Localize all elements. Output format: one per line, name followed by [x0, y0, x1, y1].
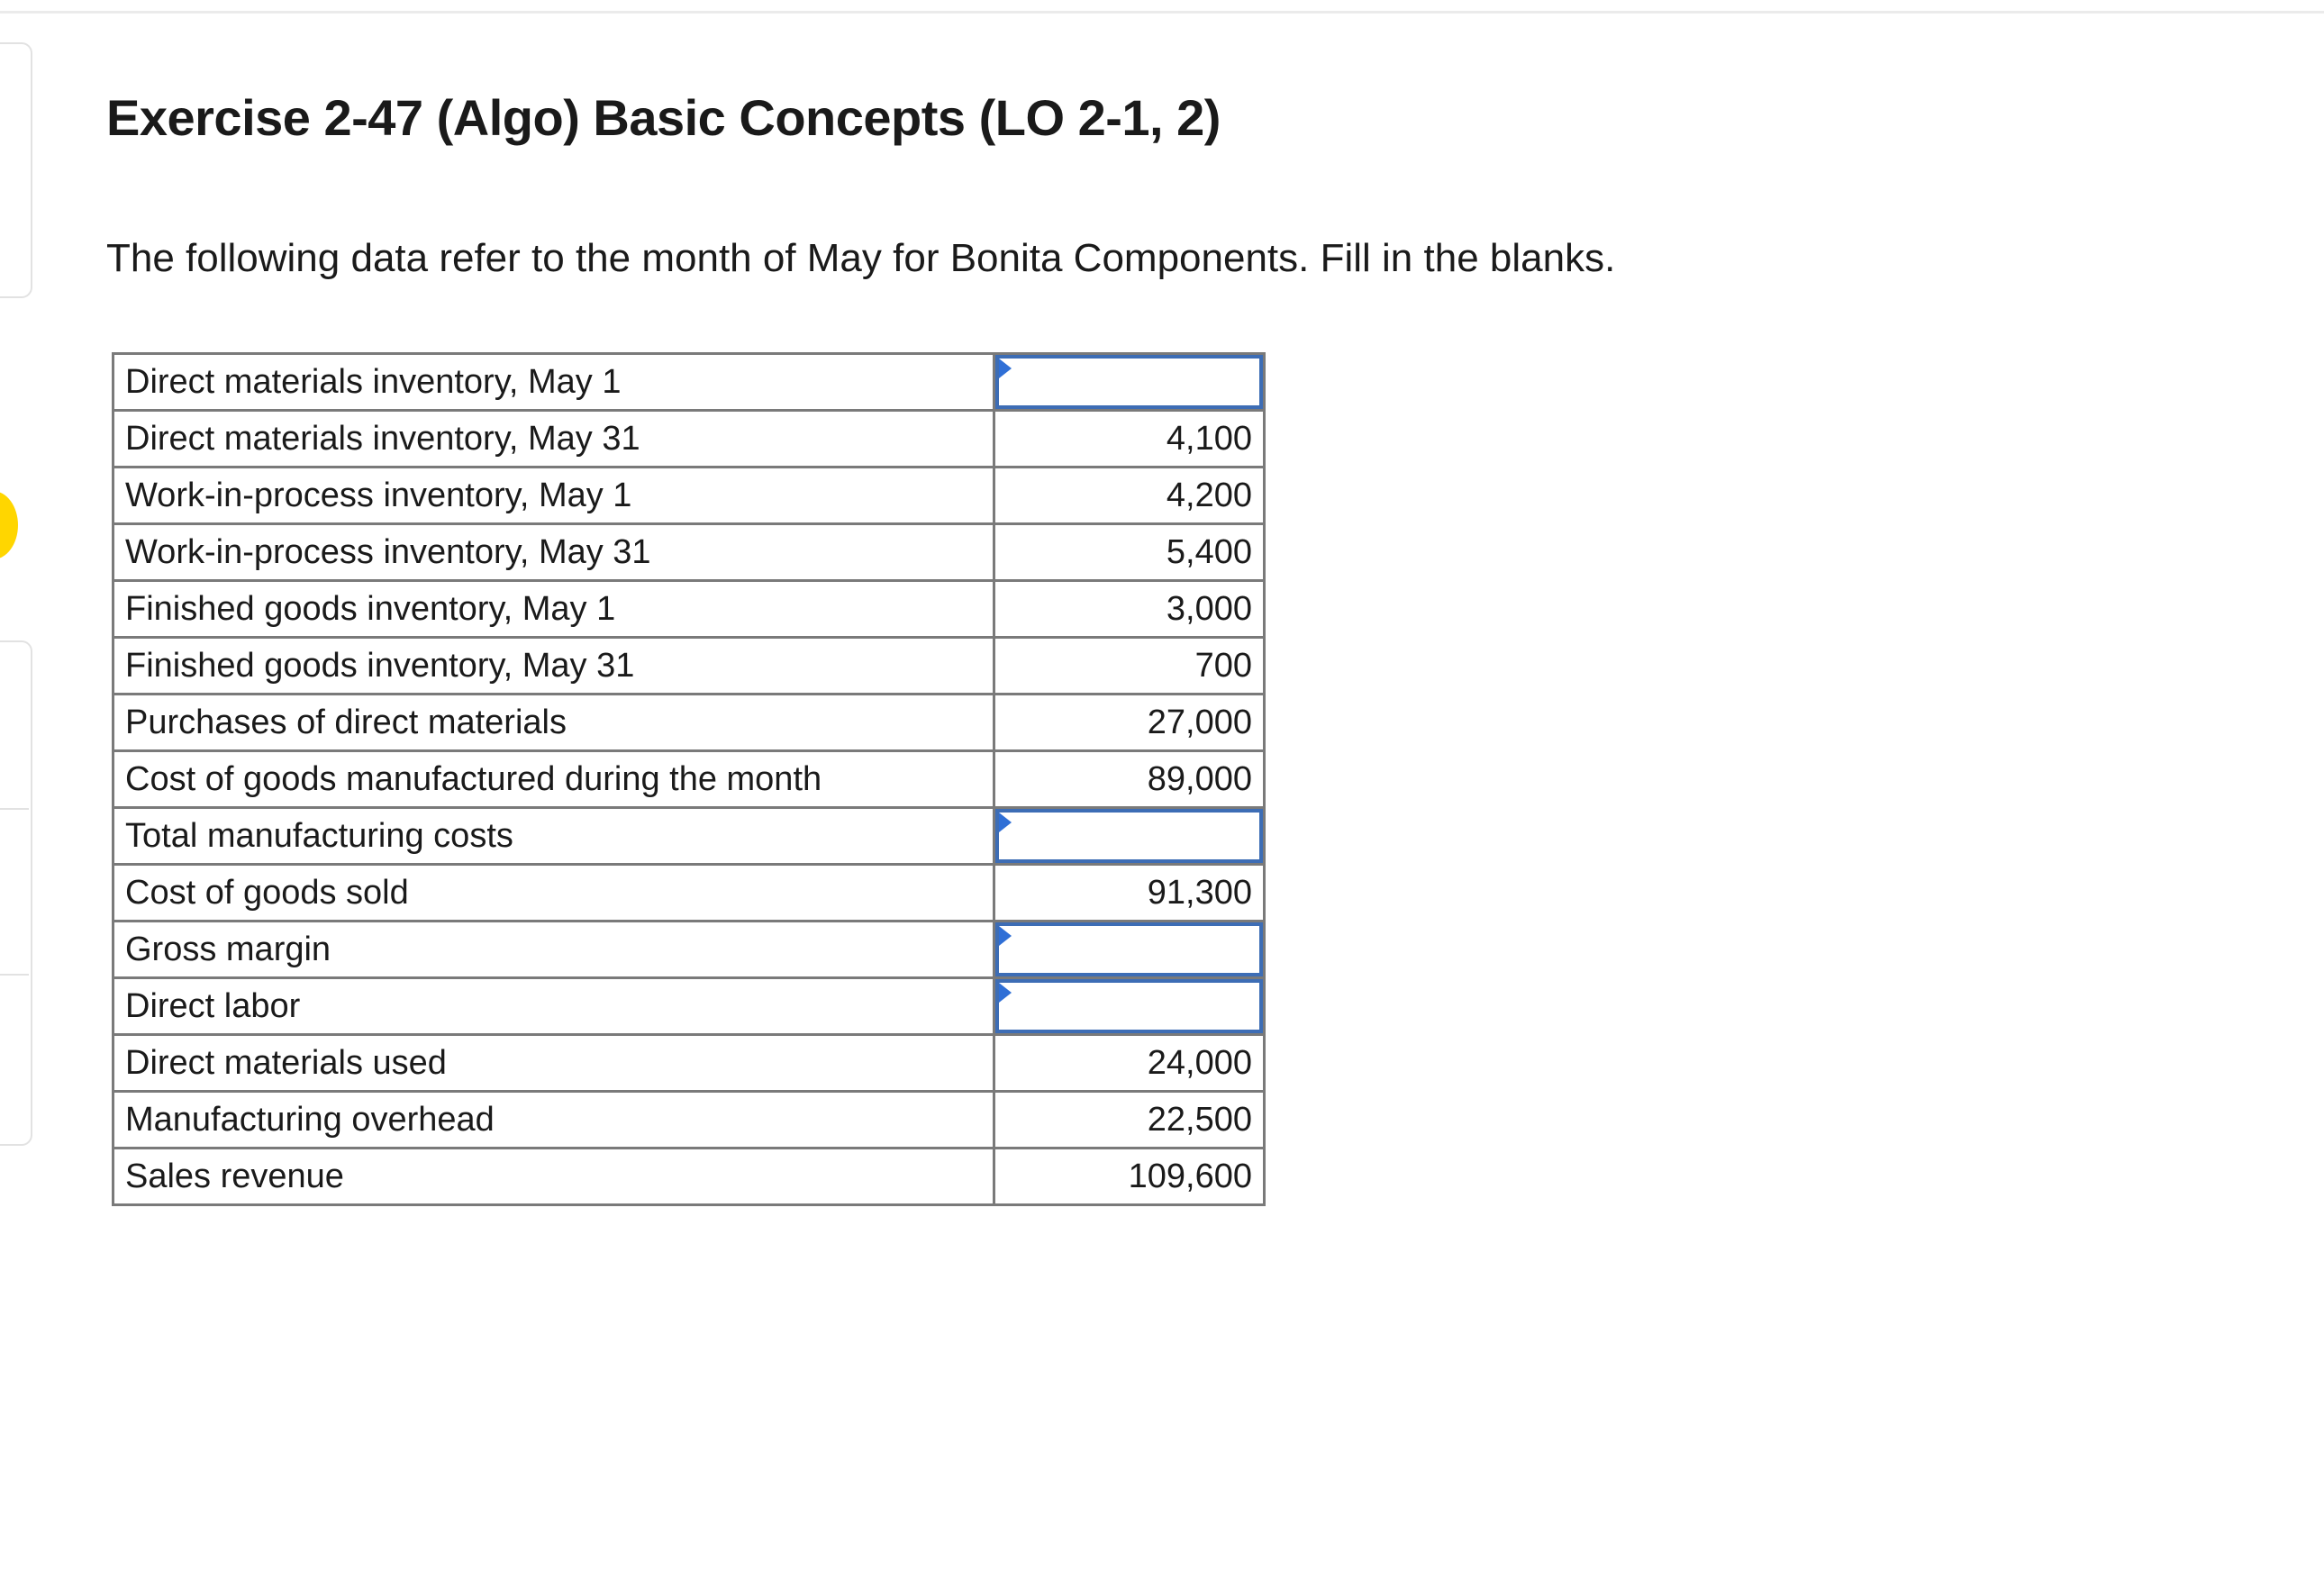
answer-input[interactable] [999, 926, 1259, 973]
answer-input[interactable] [999, 983, 1259, 1030]
table-row [113, 581, 1265, 638]
table-row [113, 468, 1265, 524]
table-row [113, 1149, 1265, 1205]
answer-box [995, 922, 1263, 976]
table-row [113, 978, 1265, 1035]
answer-cell [994, 808, 1265, 865]
row-label: Finished goods inventory, May 31 [113, 638, 994, 695]
row-value: 91,300 [994, 865, 1265, 922]
answer-box [995, 979, 1263, 1033]
row-value: 89,000 [994, 751, 1265, 808]
row-label: Direct materials inventory, May 31 [113, 411, 994, 468]
row-label: Purchases of direct materials [113, 695, 994, 751]
row-value: 22,500 [994, 1092, 1265, 1149]
answer-cell [994, 922, 1265, 978]
side-panel-card[interactable] [0, 640, 32, 1146]
side-panel-card[interactable] [0, 42, 32, 298]
side-panel-divider [0, 974, 29, 976]
answer-input[interactable] [999, 813, 1259, 859]
table-row [113, 524, 1265, 581]
row-label: Work-in-process inventory, May 31 [113, 524, 994, 581]
row-label: Direct labor [113, 978, 994, 1035]
exercise-instructions: The following data refer to the month of May for Bonita Components. Fill in the blanks. [106, 236, 1616, 280]
row-value: 4,100 [994, 411, 1265, 468]
answer-box [995, 809, 1263, 863]
row-label: Direct materials used [113, 1035, 994, 1092]
row-label: Cost of goods manufactured during the month [113, 751, 994, 808]
row-label: Total manufacturing costs [113, 808, 994, 865]
answer-box [995, 355, 1263, 409]
table-row [113, 695, 1265, 751]
row-label: Direct materials inventory, May 1 [113, 354, 994, 411]
answer-cell [994, 354, 1265, 411]
row-value: 3,000 [994, 581, 1265, 638]
row-value: 27,000 [994, 695, 1265, 751]
answer-cell [994, 978, 1265, 1035]
row-value: 109,600 [994, 1149, 1265, 1205]
row-value: 24,000 [994, 1035, 1265, 1092]
row-value: 4,200 [994, 468, 1265, 524]
table-row [113, 922, 1265, 978]
table-row [113, 354, 1265, 411]
cost-data-table [112, 352, 1266, 1206]
table-row [113, 638, 1265, 695]
table-row [113, 1092, 1265, 1149]
row-value: 5,400 [994, 524, 1265, 581]
row-label: Work-in-process inventory, May 1 [113, 468, 994, 524]
table-row [113, 808, 1265, 865]
current-question-marker[interactable] [0, 491, 18, 559]
row-label: Finished goods inventory, May 1 [113, 581, 994, 638]
table-row [113, 411, 1265, 468]
row-label: Manufacturing overhead [113, 1092, 994, 1149]
row-label: Sales revenue [113, 1149, 994, 1205]
table-row [113, 751, 1265, 808]
answer-input[interactable] [999, 359, 1259, 405]
row-value: 700 [994, 638, 1265, 695]
table-row [113, 865, 1265, 922]
row-label: Cost of goods sold [113, 865, 994, 922]
side-panel-divider [0, 808, 29, 810]
exercise-title: Exercise 2-47 (Algo) Basic Concepts (LO 2-1, 2) [106, 89, 1221, 146]
top-divider [0, 11, 2324, 14]
row-label: Gross margin [113, 922, 994, 978]
table-row [113, 1035, 1265, 1092]
